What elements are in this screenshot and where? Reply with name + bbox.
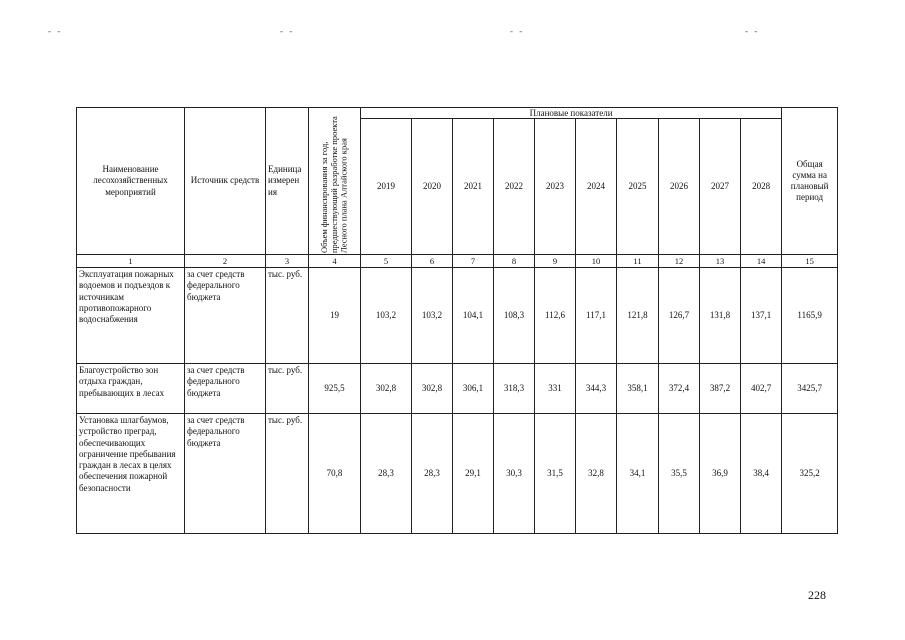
row-year-value: 103,2 (412, 268, 453, 364)
column-number: 3 (266, 255, 309, 268)
row-year-value: 344,3 (576, 364, 617, 414)
row-year-value: 331 (535, 364, 576, 414)
column-number: 7 (453, 255, 494, 268)
column-number: 14 (741, 255, 782, 268)
row-year-value: 306,1 (453, 364, 494, 414)
row-unit: тыс. руб. (266, 414, 309, 534)
row-total: 3425,7 (782, 364, 838, 414)
table-row (77, 268, 838, 364)
row-source: за счет средств федерального бюджета (185, 414, 266, 534)
header-year: 2023 (535, 119, 576, 255)
scan-mark: - - (745, 26, 760, 36)
column-number: 15 (782, 255, 838, 268)
column-number: 13 (700, 255, 741, 268)
row-source: за счет средств федерального бюджета (185, 364, 266, 414)
column-number: 1 (77, 255, 185, 268)
scan-mark: - - (280, 26, 295, 36)
row-source: за счет средств федерального бюджета (185, 268, 266, 364)
row-name: Благоустройство зон отдыха граждан, пребывающих в лесах (77, 364, 185, 414)
header-year: 2021 (453, 119, 494, 255)
header-prior-volume-label: Объем финансирования за год, предшествующий разработке проекта Лесного плана Алтайского края (318, 116, 349, 253)
scan-mark: - - (48, 26, 63, 36)
table-row (77, 364, 838, 414)
row-year-value: 318,3 (494, 364, 535, 414)
header-year: 2020 (412, 119, 453, 255)
row-year-value: 402,7 (741, 364, 782, 414)
row-year-value: 372,4 (659, 364, 700, 414)
row-year-value: 38,4 (741, 414, 782, 534)
scan-mark: - - (510, 26, 525, 36)
header-year: 2024 (576, 119, 617, 255)
column-number: 8 (494, 255, 535, 268)
column-number: 5 (361, 255, 412, 268)
column-number: 12 (659, 255, 700, 268)
header-name-column: Наименование лесохозяйственных мероприятий (77, 108, 185, 255)
header-year: 2027 (700, 119, 741, 255)
page-number: 228 (808, 588, 826, 602)
row-year-value: 103,2 (361, 268, 412, 364)
header-planned-group: Плановые показатели (361, 108, 782, 119)
row-year-value: 29,1 (453, 414, 494, 534)
header-prior-volume-column (309, 108, 361, 255)
column-number: 9 (535, 255, 576, 268)
row-name: Установка шлагбаумов, устройство преград, обеспечивающих ограничение пребывания граждан в лесах в целях обеспечения пожарной безопасности (77, 414, 185, 534)
column-number: 10 (576, 255, 617, 268)
column-number: 6 (412, 255, 453, 268)
plan-table (76, 107, 838, 534)
row-name: Эксплуатация пожарных водоемов и подъездов к источникам противопожарного водоснабжения (77, 268, 185, 364)
row-year-value: 302,8 (412, 364, 453, 414)
row-year-value: 34,1 (617, 414, 659, 534)
row-year-value: 28,3 (412, 414, 453, 534)
row-year-value: 108,3 (494, 268, 535, 364)
header-unit-column: Единица измерен ия (266, 108, 309, 255)
row-year-value: 131,8 (700, 268, 741, 364)
row-year-value: 126,7 (659, 268, 700, 364)
column-number: 11 (617, 255, 659, 268)
row-year-value: 104,1 (453, 268, 494, 364)
row-prior-volume: 925,5 (309, 364, 361, 414)
column-number: 2 (185, 255, 266, 268)
row-year-value: 31,5 (535, 414, 576, 534)
row-year-value: 117,1 (576, 268, 617, 364)
header-total-column: Общая сумма на плановый период (782, 108, 838, 255)
table-row (77, 414, 838, 534)
column-number: 4 (309, 255, 361, 268)
row-year-value: 137,1 (741, 268, 782, 364)
column-number-row (77, 255, 838, 268)
row-year-value: 28,3 (361, 414, 412, 534)
header-source-column: Источник средств (185, 108, 266, 255)
row-year-value: 121,8 (617, 268, 659, 364)
row-unit: тыс. руб. (266, 364, 309, 414)
row-year-value: 358,1 (617, 364, 659, 414)
row-year-value: 32,8 (576, 414, 617, 534)
row-year-value: 112,6 (535, 268, 576, 364)
row-unit: тыс. руб. (266, 268, 309, 364)
header-year: 2028 (741, 119, 782, 255)
row-total: 325,2 (782, 414, 838, 534)
row-prior-volume: 70,8 (309, 414, 361, 534)
row-year-value: 35,5 (659, 414, 700, 534)
row-year-value: 387,2 (700, 364, 741, 414)
header-year: 2019 (361, 119, 412, 255)
row-year-value: 30,3 (494, 414, 535, 534)
row-year-value: 302,8 (361, 364, 412, 414)
row-prior-volume: 19 (309, 268, 361, 364)
row-year-value: 36,9 (700, 414, 741, 534)
header-year: 2025 (617, 119, 659, 255)
header-year: 2022 (494, 119, 535, 255)
header-year: 2026 (659, 119, 700, 255)
row-total: 1165,9 (782, 268, 838, 364)
